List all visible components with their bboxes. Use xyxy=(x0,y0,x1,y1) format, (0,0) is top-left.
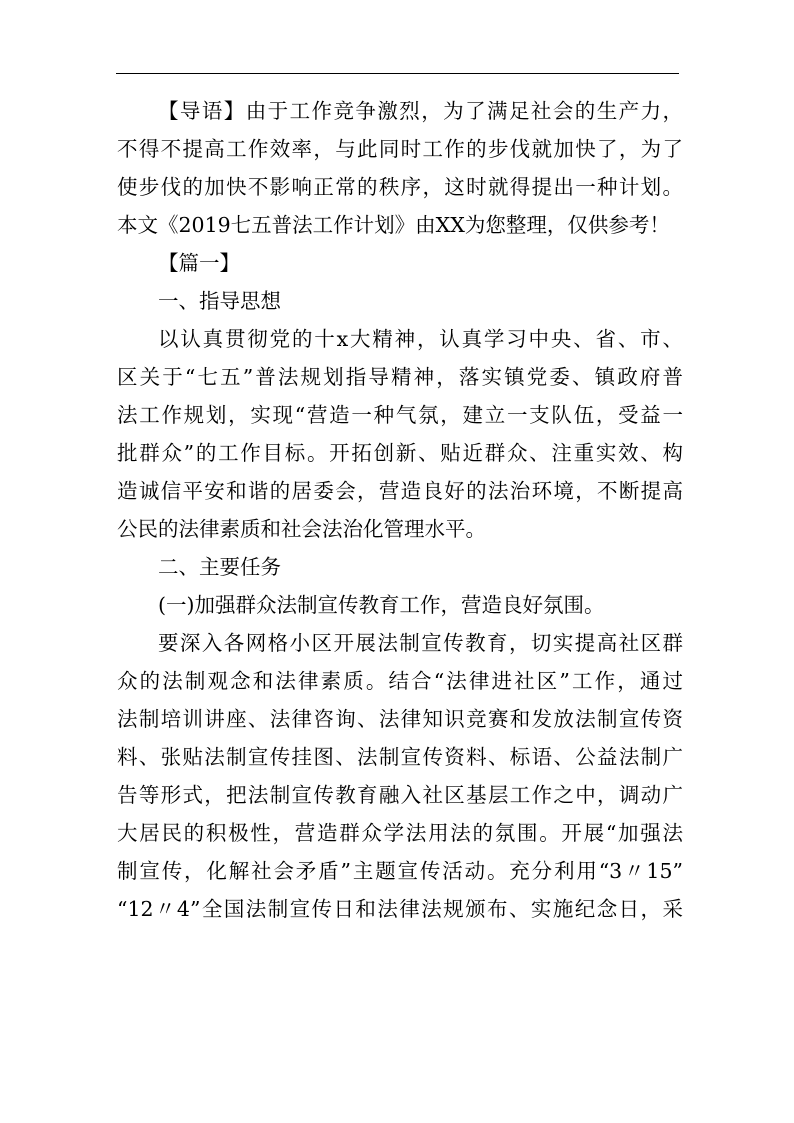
text-line: 使步伐的加快不影响正常的秩序，这时就得提出一种计划。 xyxy=(117,175,683,199)
text-line: 【篇一】 xyxy=(158,251,240,275)
text-line: “12〃4”全国法制宣传日和法律法规颁布、实施纪念日，采 xyxy=(117,897,683,921)
text-line: 告等形式，把法制宣传教育融入社区基层工作之中，调动广 xyxy=(117,783,683,807)
text-line: 批群众”的工作目标。开拓创新、贴近群众、注重实效、构 xyxy=(117,441,683,465)
text-line: 本文《2019七五普法工作计划》由XX为您整理，仅供参考！ xyxy=(117,213,670,237)
text-line: 制宣传，化解社会矛盾”主题宣传活动。充分利用“3〃15” xyxy=(117,859,683,883)
text-line: 以认真贯彻党的十x大精神，认真学习中央、省、市、 xyxy=(158,327,683,351)
text-line: (一)加强群众法制宣传教育工作，营造良好氛围。 xyxy=(158,593,605,617)
text-line: 要深入各网格小区开展法制宣传教育，切实提高社区群 xyxy=(158,631,683,655)
text-line: 大居民的积极性，营造群众学法用法的氛围。开展“加强法 xyxy=(117,821,683,845)
text-line: 众的法制观念和法律素质。结合“法律进社区”工作，通过 xyxy=(117,669,683,693)
text-line: 法工作规划，实现“营造一种气氛，建立一支队伍，受益一 xyxy=(117,403,683,427)
text-line: 一、指导思想 xyxy=(158,289,281,313)
text-line: 造诚信平安和谐的居委会，营造良好的法治环境，不断提高 xyxy=(117,479,683,503)
text-line: 料、张贴法制宣传挂图、法制宣传资料、标语、公益法制广 xyxy=(117,745,683,769)
text-line: 区关于“七五”普法规划指导精神，落实镇党委、镇政府普 xyxy=(117,365,683,389)
text-line: 不得不提高工作效率，与此同时工作的步伐就加快了，为了 xyxy=(117,137,683,161)
text-line: 二、主要任务 xyxy=(158,555,281,579)
document-body xyxy=(117,92,683,928)
text-line: 【导语】由于工作竞争激烈，为了满足社会的生产力， xyxy=(158,99,683,123)
header-rule xyxy=(116,73,679,74)
text-line: 法制培训讲座、法律咨询、法律知识竞赛和发放法制宣传资 xyxy=(117,707,683,731)
text-line: 公民的法律素质和社会法治化管理水平。 xyxy=(117,517,486,541)
